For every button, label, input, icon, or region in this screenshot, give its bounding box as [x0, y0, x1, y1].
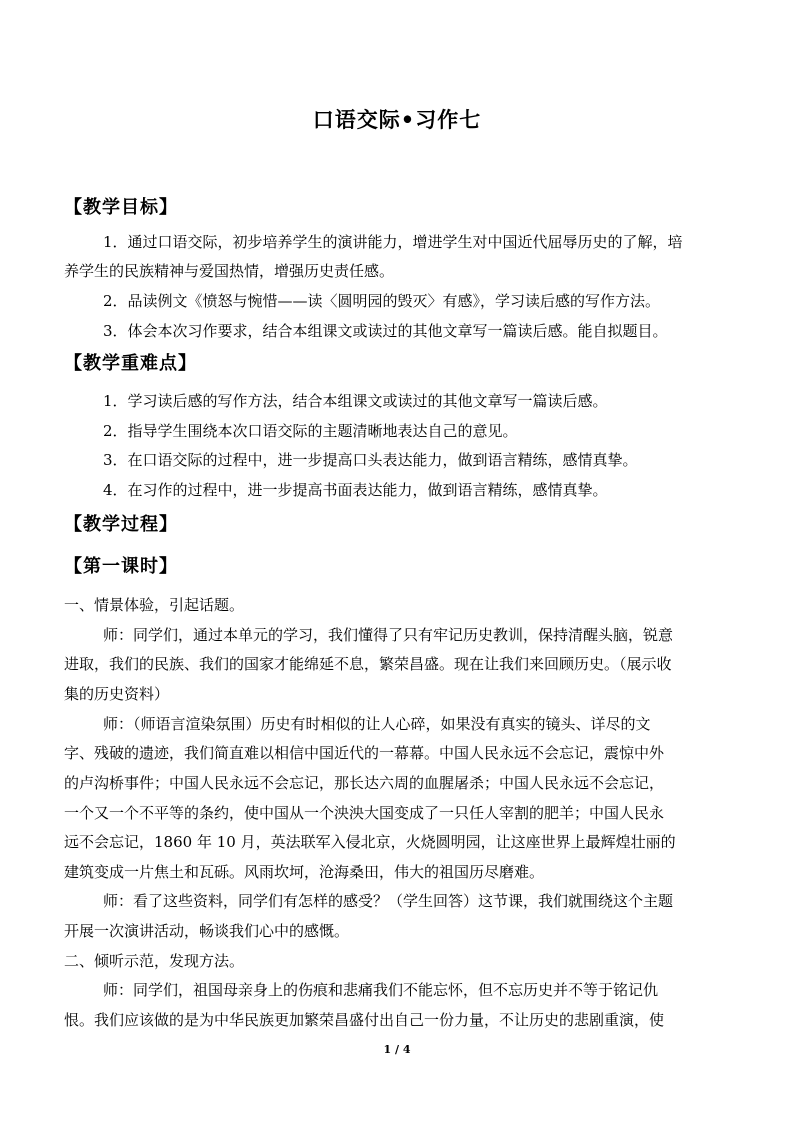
- body-line: 恨。我们应该做的是为中华民族更加繁荣昌盛付出自己一份力量，不让历史的悲剧重演，使: [64, 1011, 665, 1029]
- body-line: 师：（师语言渲染氛围）历史有时相似的让人心碎，如果没有真实的镜头、详尽的文: [103, 715, 651, 733]
- objective-line: 3．体会本次习作要求，结合本组课文或读过的其他文章写一篇读后感。能自拟题目。: [103, 322, 668, 340]
- key-point-line: 3．在口语交际的过程中，进一步提高口头表达能力，做到语言精练，感情真挚。: [103, 451, 638, 469]
- key-point-line: 4．在习作的过程中，进一步提高书面表达能力，做到语言精练，感情真挚。: [103, 481, 608, 499]
- body-line: 的卢沟桥事件；中国人民永远不会忘记，那长达六周的血腥屠杀；中国人民永远不会忘记，: [64, 774, 665, 792]
- body-line: 师：同学们，通过本单元的学习，我们懂得了只有牢记历史教训，保持清醒头脑，锐意: [103, 626, 674, 644]
- objective-line: 养学生的民族精神与爱国热情，增强历史责任感。: [64, 262, 395, 280]
- key-point-line: 2．指导学生围绕本次口语交际的主题清晰地表达自己的意见。: [103, 422, 518, 440]
- objectives-heading: 【教学目标】: [64, 197, 178, 218]
- document-title: 口语交际•习作七: [312, 107, 482, 132]
- body-line: 师：看了这些资料，同学们有怎样的感受？（学生回答）这节课，我们就围绕这个主题: [103, 892, 674, 910]
- process-heading: 【教学过程】: [64, 514, 178, 535]
- body-line: 建筑变成一片焦土和瓦砾。风雨坎坷，沧海桑田，伟大的祖国历尽磨难。: [64, 863, 545, 881]
- body-line: 进取，我们的民族、我们的国家才能绵延不息，繁荣昌盛。现在让我们来回顾历史。（展示收: [64, 655, 672, 673]
- body-line: 集的历史资料）: [64, 685, 170, 703]
- body-line: 师：同学们，祖国母亲身上的伤痕和悲痛我们不能忘怀，但不忘历史并不等于铭记仇: [103, 981, 659, 999]
- key-points-heading: 【教学重难点】: [64, 353, 197, 374]
- first-lesson-heading: 【第一课时】: [64, 556, 178, 577]
- section-heading-line: 一、情景体验，引起话题。: [64, 596, 245, 614]
- body-line: 一个又一个不平等的条约，使中国从一个泱泱大国变成了一只任人宰割的肥羊；中国人民永: [64, 804, 665, 822]
- objective-line: 2．品读例文《愤怒与惋惜——读〈圆明园的毁灭〉有感》，学习读后感的写作方法。: [103, 292, 661, 310]
- objective-line: 1．通过口语交际，初步培养学生的演讲能力，增进学生对中国近代屈辱历史的了解，培: [103, 233, 683, 251]
- body-line: 字、残破的遗迹，我们简直难以相信中国近代的一幕幕。中国人民永远不会忘记，震惊中外: [64, 744, 665, 762]
- key-point-line: 1．学习读后感的写作方法，结合本组课文或读过的其他文章写一篇读后感。: [103, 392, 608, 410]
- body-line: 开展一次演讲活动，畅谈我们心中的感慨。: [64, 922, 350, 940]
- section-heading-line: 二、倾听示范，发现方法。: [64, 952, 245, 970]
- page-number: 1 / 4: [383, 1043, 411, 1056]
- body-line: 远不会忘记，1860 年 10 月，英法联军入侵北京，火烧圆明园，让这座世界上最辉煌壮丽的: [64, 833, 676, 851]
